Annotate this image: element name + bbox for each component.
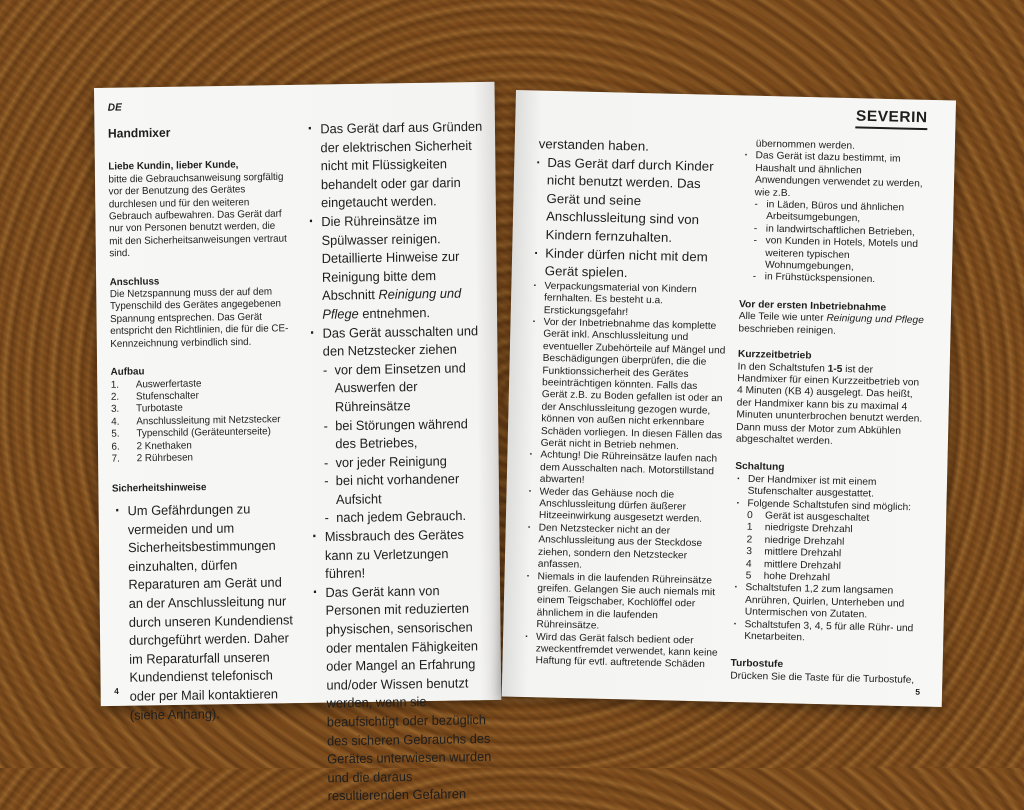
sub-item: - vor dem Einsetzen und Auswerfen der Rühreinsätze: [323, 359, 488, 417]
list-item: · Schaltstufen 3, 4, 5 für alle Rühr- und Knetarbeiten.: [731, 619, 918, 648]
list-item: · Verpackungsmaterial von Kindern fernhalten. Es besteht u.a. Erstickungsgefahr!: [531, 280, 728, 321]
list-item: 2. Stufenschalter: [110, 390, 199, 403]
sub-item: - in Läden, Büros und ähnlichen Arbeitsumgebungen,: [754, 199, 928, 227]
sicherheit-list: [112, 500, 300, 725]
list-item: · Das Gerät ist dazu bestimmt, im Haushalt und ähnlichen Anwendungen verwendet zu werden, wie z.B. - in Läden, Büros und ähnlichen Arbeitsumgebungen, - in landwirtschaftlichen Betrieben, - von Kunden in Hotels, Motels und weiteren typischen Wohnumgebungen, - in Frühstückspensionen.: [740, 150, 929, 288]
aufbau-heading: Aufbau: [110, 366, 145, 379]
safety-list-small: [522, 280, 727, 672]
sub-item: - in Frühstückspensionen.: [753, 272, 926, 288]
schaltung-list: [731, 474, 921, 648]
page-title: Handmixer: [107, 125, 171, 141]
left-column-1: [108, 125, 294, 499]
list-item: · Vor der Inbetriebnahme das komplette Gerät inkl. Anschlussleitung und eventueller Zubehörteile auf Mängel und Beschädigungen überprüfen, die die Funktionssicherheit des Gerätes beeinträchtigen könnten. Falls das Gerät z.B. zu Boden gefallen ist oder an der Anschlussleitung gezogen wurde, können von außen nicht erkennbare Schäden vorliegen. In diesen Fällen das Gerät nicht in Betrieb nehmen.: [528, 317, 727, 455]
page-number-right: 5: [915, 686, 921, 697]
continued-text: verstanden haben.: [538, 136, 650, 154]
sub-list: [753, 199, 928, 288]
list-item: 7. 2 Rührbesen: [111, 452, 194, 465]
left-column-2: [305, 118, 492, 807]
list-item: · Achtung! Die Rühreinsätze laufen nach dem Ausschalten nach. Motorstillstand abwarten!: [527, 450, 724, 491]
sub-item: - von Kunden in Hotels, Motels und weiteren typischen Wohnumgebungen,: [753, 235, 927, 275]
list-item: 1. Auswerfertaste: [110, 378, 202, 391]
level-item: 1 niedrigste Drehzahl: [746, 522, 853, 536]
list-item: 5. Typenschild (Geräteunterseite): [111, 426, 271, 440]
list-item: 4. Anschlussleitung mit Netzstecker: [111, 413, 281, 428]
right-column-2: [730, 138, 929, 687]
kurz-heading: Kurzzeitbetrieb: [737, 349, 812, 362]
level-item: 4 mittlere Drehzahl: [745, 558, 842, 572]
level-item: 2 niedrige Drehzahl: [746, 534, 845, 548]
sub-item: - nach jedem Gebrauch.: [325, 507, 489, 528]
aufbau-list: [111, 377, 293, 466]
left-page: [94, 82, 501, 804]
level-item: 3 mittlere Drehzahl: [746, 546, 842, 560]
sub-item: - in landwirtschaftlichen Betrieben,: [754, 223, 927, 239]
list-item: · Um Gefährdungen zu vermeiden und um Sicherheitsbestimmungen einzuhalten, dürfen Reparaturen am Gerät und an der Anschlussleitung nur durch unseren Kundendienst durchgeführt werden. Daher im Reparaturfall unseren Kundendienst telefonisch oder per Mail kontaktieren (siehe Anhang).: [112, 500, 300, 725]
sicherheit-heading: Sicherheitshinweise: [111, 482, 207, 495]
vor-text: Alle Teile wie unter Reinigung und Pflege beschrieben reinigen.: [738, 311, 924, 337]
level-item: 5 hohe Drehzahl: [745, 570, 831, 584]
list-item: 6. 2 Knethaken: [111, 440, 192, 453]
sub-list: [323, 359, 489, 528]
list-item: · Das Gerät ausschalten und den Netzstecker ziehen - vor dem Einsetzen und Auswerfen der Rühreinsätze - bei Störungen während des Betriebes, - vor jeder Reinigung - bei nicht vorhandener Aufsicht - nach jedem Gebrauch.: [307, 322, 489, 529]
list-item: · Schaltstufen 1,2 zum langsamen Anrühren, Quirlen, Unterheben und Untermischen von Zutaten.: [732, 582, 919, 623]
list-item: · Wird das Gerät falsch bedient oder zweckentfremdet verwendet, kann keine Haftung für evtl. auftretende Schäden: [522, 631, 719, 672]
list-item: · Folgende Schaltstufen sind möglich: 0 Gerät ist ausgeschaltet 1 niedrigste Drehzahl 2 niedrige Drehzahl 3 mittlere Drehzahl 4 mittlere Drehzahl 5 hohe Drehzahl: [733, 498, 921, 587]
anschluss-text: Die Netzspannung muss der auf dem Typenschild des Gerätes angegebenen Spannung entsprechen. Das Gerät entspricht den Richtlinien, die für die CE-Kennzeichnung verbindlich sind.: [109, 286, 289, 350]
list-item: · Weder das Gehäuse noch die Anschlussleitung dürfen äußerer Hitzeeinwirkung ausgesetzt werden.: [526, 486, 723, 527]
sicherheit-block: [112, 500, 300, 725]
level-item: 0 Gerät ist ausgeschaltet: [746, 510, 870, 524]
list-item: · Der Handmixer ist mit einem Stufenschalter ausgestattet.: [735, 474, 922, 503]
list-item: · Das Gerät darf aus Gründen der elektrischen Sicherheit nicht mit Flüssigkeiten behandelt oder gar darin eingetaucht werden.: [305, 118, 486, 213]
vor-heading: Vor der ersten Inbetriebnahme: [738, 299, 887, 314]
list-item: · Das Gerät kann von Personen mit reduzierten physischen, sensorischen oder mentalen Fähigkeiten oder Mangel an Erfahrung und/oder Wissen benutzt werden, wenn sie beaufsichtigt oder bezüglich des sicheren Gebrauchs des Gerätes unterwiesen wurden und die daraus resultierenden Gefahren: [310, 581, 492, 806]
kurz-text: In den Schaltstufen 1-5 ist der Handmixer für einen Kurzzeitbetrieb von 4 Minuten (KB 4) ausgelegt. Das heißt, der Handmixer kann bis zu maximal 4 Minuten ununterbrochen benutzt werden. Dann muss der Motor zum Abkühlen abgeschaltet werden.: [735, 361, 923, 447]
sub-item: - bei nicht vorhandener Aufsicht: [324, 470, 488, 510]
usage-list: [740, 150, 929, 288]
schaltung-heading: Schaltung: [735, 461, 785, 474]
list-item: · Kinder dürfen nicht mit dem Gerät spielen.: [532, 244, 729, 285]
brand-logo: SEVERIN: [856, 108, 928, 130]
greeting: Liebe Kundin, lieber Kunde,: [108, 159, 239, 173]
anschluss-heading: Anschluss: [109, 276, 160, 288]
sub-item: - vor jeder Reinigung: [324, 452, 488, 473]
list-item: · Missbrauch des Gerätes kann zu Verletzungen führen!: [309, 526, 489, 584]
list-item: 3. Turbotaste: [111, 403, 183, 416]
language-tag: DE: [107, 101, 122, 114]
intro-text: bitte die Gebrauchsanweisung sorgfältig vor der Benutzung des Gerätes durchlesen und für den weiteren Gebrauch aufbewahren. Das Gerät darf nur von Personen benutzt werden, die mit den Sicherheitsanweisungen vertraut sind.: [108, 171, 287, 260]
list-item: · Niemals in die laufenden Rühreinsätze greifen. Gelangen Sie auch niemals mit einem Teigschaber, Kochlöffel oder ähnlichem in die laufenden Rühreinsätze.: [523, 571, 720, 636]
right-page: [502, 90, 956, 707]
list-item: · Die Rühreinsätze im Spülwasser reinigen. Detaillierte Hinweise zur Reinigung bitte dem Abschnitt Reinigung und Pflege entnehmen.: [306, 211, 487, 325]
turbo-heading: Turbostufe: [730, 658, 784, 671]
right-column-1: [522, 135, 731, 672]
safety-list-cont: [305, 118, 492, 807]
children-list: [532, 153, 731, 285]
sub-item: - bei Störungen während des Betriebes,: [323, 414, 487, 454]
continued-text: übernommen werden.: [755, 138, 856, 152]
list-item: · Den Netzstecker nicht an der Anschlussleitung aus der Steckdose ziehen, sondern den Netzstecker anfassen.: [525, 522, 722, 575]
page-number-left: 4: [114, 685, 119, 696]
turbo-text: Drücken Sie die Taste für die Turbostufe,: [730, 670, 915, 686]
level-list: [746, 510, 921, 587]
list-item: · Das Gerät darf durch Kinder nicht benutzt werden. Das Gerät und seine Anschlussleitung sind von Kindern fernzuhalten.: [532, 153, 730, 248]
